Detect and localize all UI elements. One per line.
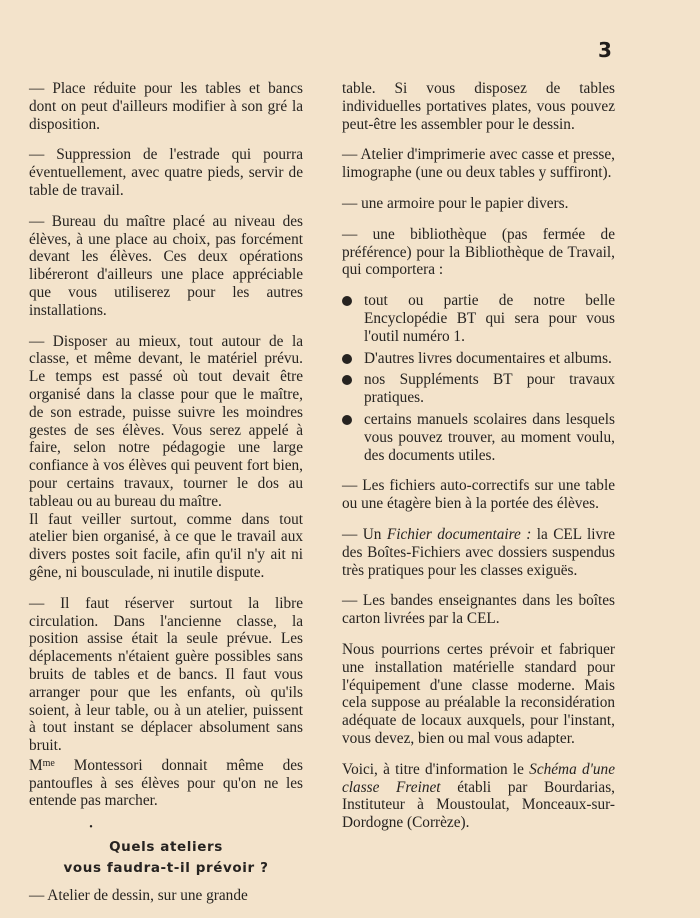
list-item: [342, 411, 615, 464]
text-run: Voici, à titre d'information le: [342, 760, 530, 778]
separator-dot: •: [89, 822, 93, 834]
bullet-icon: [342, 296, 352, 306]
paragraph: — Il faut réserver surtout la libre circulation. Dans l'ancienne classe, la position assise était la seule prévue. Les déplacements n'étaient guère possibles sans bruits de tables et de bancs. Il faut vous arranger pour que les enfants, où qu'ils soient, à leur table, ou à un atelier, puissent à tout instant se déplacer absolument sans bruit.: [29, 594, 303, 755]
paragraph: — Les fichiers auto-correctifs sur une table ou une étagère bien à la portée des élèves.: [342, 477, 615, 513]
paragraph: — une armoire pour le papier divers.: [342, 194, 569, 212]
left-column: [29, 80, 303, 918]
list-item-text: certains manuels scolaires dans lesquels vous pouvez trouver, au moment voulu, des documents utiles.: [364, 410, 615, 464]
text-run: Montessori donnait même des pantoufles à ses élèves pour qu'on ne les entende pas marcher.: [29, 756, 303, 810]
list-item: [342, 371, 615, 407]
italic-text: Schéma d'une classe Freinet: [342, 760, 615, 796]
superscript: me: [42, 757, 55, 769]
text-run: établi par Bourdarias, Instituteur à Moustoulat, Monceaux-sur-Dordogne (Corrèze).: [342, 778, 615, 832]
paragraph: — Disposer au mieux, tout autour de la classe, et même devant, le matériel prévu. Le temps est passé où tout devait être organisé dans la classe pour que le maître, de son estrade, puisse suivre les moindres gestes de ses élèves. Vous serez appelé à faire, selon notre pédagogie une large confiance à vos élèves qui peuvent fort bien, pour certains travaux, tourner le dos au tableau ou au bureau du maître.: [29, 332, 303, 510]
paragraph: — Les bandes enseignantes dans les boîtes carton livrées par la CEL.: [342, 592, 615, 628]
paragraph: — Atelier d'imprimerie avec casse et presse, limographe (une ou deux tables y suffiront).: [342, 146, 615, 182]
list-item-text: D'autres livres documentaires et albums.: [364, 349, 612, 367]
section-heading: [29, 837, 303, 879]
right-column: [342, 80, 615, 845]
heading-line: vous faudra-t-il prévoir ?: [63, 860, 269, 877]
paragraph: table. Si vous disposez de tables individuelles portatives plates, vous pouvez peut-être les assembler pour le dessin.: [342, 80, 615, 133]
bullet-icon: [342, 415, 352, 425]
text-run: la CEL livre des Boîtes-Fichiers avec dossiers suspendus très pratiques pour les classes exiguës.: [342, 525, 615, 579]
paragraph: — Place réduite pour les tables et bancs dont on peut d'ailleurs modifier à son gré la disposition.: [29, 80, 303, 133]
bullet-icon: [342, 375, 352, 385]
paragraph: [342, 526, 615, 579]
list-item: [342, 292, 615, 345]
paragraph: [29, 755, 303, 810]
italic-text: Fichier documentaire :: [386, 525, 532, 543]
text-run: — Un: [342, 525, 387, 543]
text-run: M: [29, 756, 43, 774]
paragraph: Il faut veiller surtout, comme dans tout atelier bien organisé, à ce que le travail aux divers postes soit facile, afin qu'il n'y ait ni gêne, ni bousculade, ni inutile dispute.: [29, 510, 303, 581]
list-item-text: nos Suppléments BT pour travaux pratiques.: [364, 371, 615, 407]
list-item: [342, 350, 615, 368]
page-number: 3: [598, 38, 612, 62]
paragraph: [342, 761, 615, 832]
heading-line: Quels ateliers: [109, 839, 223, 856]
list-item-text: tout ou partie de notre belle Encyclopédie BT qui sera pour vous l'outil numéro 1.: [364, 292, 615, 345]
paragraph: — une bibliothèque (pas fermée de préférence) pour la Bibliothèque de Travail, qui comportera :: [342, 225, 615, 279]
paragraph: — Atelier de dessin, sur une grande: [29, 887, 248, 905]
bullet-icon: [342, 354, 352, 364]
paragraph: Nous pourrions certes prévoir et fabriquer une installation matérielle standard pour l'équipement d'une classe moderne. Mais cela suppose au préalable la reconsidération adéquate de locaux auxquels, pour l'instant, vous devez, bien ou mal vous adapter.: [342, 640, 615, 747]
paragraph: — Bureau du maître placé au niveau des élèves, à une place au choix, pas forcément devant les élèves. Ces deux opérations libéreront d'ailleurs une place appréciable que vous utiliserez pour les autres installations.: [29, 212, 303, 319]
paragraph: — Suppression de l'estrade qui pourra éventuellement, avec quatre pieds, servir de table de travail.: [29, 146, 303, 199]
